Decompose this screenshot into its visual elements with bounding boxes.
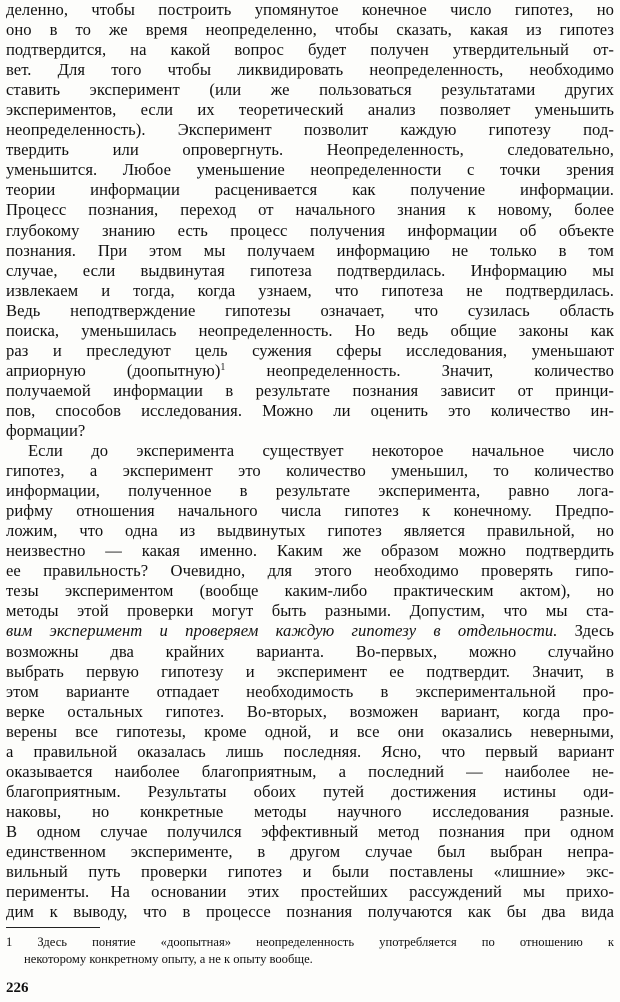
footnote — [6, 934, 614, 968]
page-number: 226 — [6, 980, 29, 996]
text-line: информации, полученное в результате эксперимента, равно лога- — [6, 481, 614, 501]
text-line: В одном случае получился эффективный метод познания при одном — [6, 821, 614, 841]
text-line: неизвестно — какая именно. Каким же образом можно подтвердить — [6, 541, 614, 561]
text-line: ставить эксперимент (или же пользоваться результатами других — [6, 80, 614, 100]
paragraph-start-line: Если до эксперимента существует некоторое начальное число — [28, 441, 614, 461]
text-fragment: априорную (доопытную) — [6, 360, 221, 380]
text-line: возможны два крайних варианта. Во-первых, можно случайно — [6, 641, 614, 661]
text-line: перименты. На основании этих простейших рассуждений мы прихо- — [6, 882, 614, 902]
text-line: познания. При этом мы получаем информацию не только в том — [6, 240, 614, 260]
text-line: пов, способов исследования. Можно ли оценить это количество ин- — [6, 400, 614, 420]
text-line: Процесс познания, переход от начального знания к новому, более — [6, 200, 614, 220]
text-line: формации? — [6, 420, 86, 440]
footnote-line: некоторому конкретному опыту, а не к опыту вообще. — [24, 952, 313, 966]
text-line: тезы экспериментом (вообще каким-либо практическим актом), но — [6, 581, 614, 601]
footnote-text: Здесь понятие «доопытная» неопределенность употребляется по отношению к — [12, 935, 614, 949]
text-line: вильный путь проверки гипотез и были поставлены «лишние» экс- — [6, 862, 614, 882]
text-line: рифму отношения начального числа гипотез к конечному. Предпо- — [6, 501, 614, 521]
text-line: этом варианте отпадает необходимость в экспериментальной про- — [6, 681, 614, 701]
text-line: подтвердится, на какой вопрос будет получен утвердительный от- — [6, 40, 614, 60]
text-line: глубокому знанию есть процесс получения информации об объекте — [6, 220, 614, 240]
text-line: получаемой информации в результате познания зависит от принци- — [6, 380, 614, 400]
text-line: раз и преследуют цель сужения сферы исследования, уменьшают — [6, 340, 614, 360]
text-line: деленно, чтобы построить упомянутое конечное число гипотез, но — [6, 0, 614, 19]
text-line: уменьшится. Любое уменьшение неопределенности с точки зрения — [6, 160, 614, 180]
text-line: Ведь неподтверждение гипотезы означает, что сузилась область — [6, 300, 614, 320]
text-line: ее правильность? Очевидно, для этого необходимо проверять гипо- — [6, 561, 614, 581]
text-line: поиска, уменьшилась неопределенность. Но ведь общие законы как — [6, 320, 614, 340]
text-fragment: неопределенность. Значит, количество — [225, 360, 614, 380]
text-line-italic — [6, 621, 614, 641]
text-line: благоприятным. Результаты обоих путей достижения истины оди- — [6, 781, 614, 801]
text-line: оно в то же время неопределенно, чтобы сказать, какая из гипотез — [6, 20, 614, 40]
text-line: гипотез, а эксперимент это количество уменьшил, то количество — [6, 461, 614, 481]
text-line: единственном эксперименте, в другом случае был выбран непра- — [6, 841, 614, 861]
text-line: твердить или опровергнуть. Неопределенность, следовательно, — [6, 140, 614, 160]
text-line: дим к выводу, что в процессе познания получаются как бы два вида — [6, 902, 614, 922]
text-line: теории информации расценивается как получение информации. — [6, 180, 614, 200]
text-line: извлекаем и тогда, когда узнаем, что гипотеза не подтвердилась. — [6, 280, 614, 300]
text-line: а правильной оказалась лишь последняя. Ясно, что первый вариант — [6, 741, 614, 761]
main-text — [6, 0, 614, 922]
text-line: методы этой проверки могут быть разными. Допустим, что мы ста- — [6, 601, 614, 621]
text-line: верке остальных гипотез. Во-вторых, возможен вариант, когда про- — [6, 701, 614, 721]
footnote-line — [6, 934, 614, 951]
text-line: выбрать первую гипотезу и эксперимент ее подтвердит. Значит, в — [6, 661, 614, 681]
text-line: верены все гипотезы, кроме одной, и все они оказались неверными, — [6, 721, 614, 741]
text-line: неопределенность). Эксперимент позволит каждую гипотезу под- — [6, 120, 614, 140]
text-line: наковы, но конкретные методы научного исследования разные. — [6, 801, 614, 821]
footnote-marker: 1 — [6, 935, 13, 949]
italic-text: вим эксперимент и проверяем каждую гипотезу в отдельности. — [6, 621, 558, 641]
text-line-with-footnote-ref — [6, 361, 614, 381]
footnote-divider — [6, 927, 100, 928]
text-line: случае, если выдвинутая гипотеза подтвердилась. Информацию мы — [6, 260, 614, 280]
text-line: вет. Для того чтобы ликвидировать неопределенность, необходимо — [6, 60, 614, 80]
text-line: оказывается наиболее благоприятным, а последний — наиболее не- — [6, 761, 614, 781]
footnote-reference[interactable]: 1 — [220, 361, 226, 373]
text-line: экспериментов, если их теоретический анализ позволяет уменьшить — [6, 100, 614, 120]
text-line: ложим, что одна из выдвинутых гипотез является правильной, но — [6, 521, 614, 541]
text-fragment: Здесь — [557, 621, 614, 641]
